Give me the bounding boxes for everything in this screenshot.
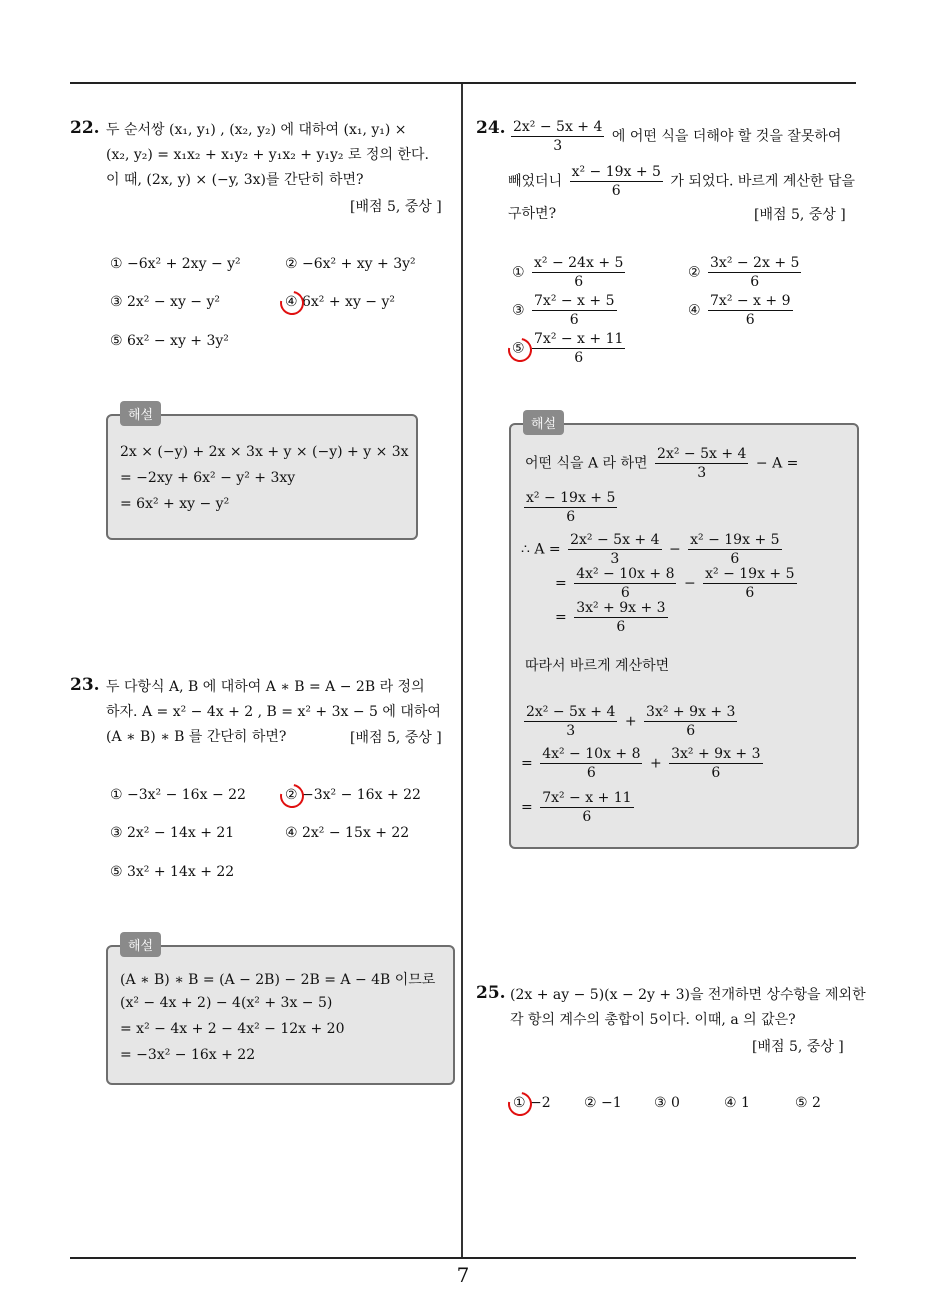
question-text-line: 각 항의 계수의 총합이 5이다. 이때, a 의 값은? [510, 1012, 796, 1028]
solution-line: 따라서 바르게 계산하면 [525, 658, 670, 674]
solution-box [106, 414, 418, 540]
solution-line [521, 531, 785, 568]
fraction: $\frac{\text{7x² − x + 11}}{6}$ [534, 331, 624, 366]
bottom-rule [70, 1257, 856, 1259]
solution-label: 해설 [120, 401, 161, 426]
fraction: $\frac{\text{x² − 24x + 5}}{6}$ [534, 255, 624, 290]
answer-option-3[interactable]: ③ 2x² − xy − y² [110, 294, 221, 310]
option-marker: ④ [688, 302, 701, 319]
answer-option-3[interactable]: ③ 0 [654, 1095, 680, 1111]
answer-option-5[interactable]: ⑤ 3x² + 14x + 22 [110, 864, 235, 880]
fraction: $\frac{\text{x² − 19x + 5}}{6}$ [690, 532, 780, 567]
operator: = [555, 575, 567, 592]
operator: + [649, 755, 662, 772]
answer-option-2[interactable]: ② −6x² + xy + 3y² [285, 256, 416, 272]
question-text-line [508, 118, 841, 155]
question-text: 가 되었다. 바르게 계산한 답을 [670, 173, 855, 190]
fraction: $\frac{\text{3x² + 9x + 3}}{6}$ [671, 746, 761, 781]
operator: + [624, 713, 637, 730]
question-text-line [508, 163, 855, 200]
question-text: 빼었더니 [508, 173, 563, 190]
solution-text: − A = [755, 455, 799, 472]
fraction: $\frac{\text{2x² − 5x + 4}}{3}$ [513, 119, 603, 154]
answer-option-2[interactable]: ② −1 [584, 1095, 622, 1111]
operator: = [521, 799, 533, 816]
fraction: $\frac{\text{x² − 19x + 5}}{6}$ [705, 566, 795, 601]
answer-option-5[interactable]: ⑤ 6x² − xy + 3y² [110, 333, 229, 349]
top-rule [70, 82, 856, 84]
question-text-line: 하자. A = x² − 4x + 2 , B = x² + 3x − 5 에 대하여 [106, 704, 441, 720]
solution-line: = −3x² − 16x + 22 [120, 1047, 256, 1063]
fraction: $\frac{\text{x² − 19x + 5}}{6}$ [526, 490, 616, 525]
answer-option-1[interactable] [512, 254, 628, 291]
option-marker: ③ [512, 302, 525, 319]
solution-line: = −2xy + 6x² − y² + 3xy [120, 470, 296, 486]
question-text-line: 두 다항식 A, B 에 대하여 A ∗ B = A − 2B 라 정의 [106, 679, 425, 695]
answer-option-4[interactable]: ④ 6x² + xy − y² [285, 294, 396, 310]
question-text-line: 두 순서쌍 (x₁, y₁) , (x₂, y₂) 에 대하여 (x₁, y₁) × [106, 122, 407, 138]
solution-label: 해설 [120, 932, 161, 957]
solution-line [555, 599, 671, 636]
question-number: 24. [476, 118, 506, 138]
points-label: [배점 5, 중상 ] [752, 1039, 844, 1055]
solution-text: ∴ A = [521, 541, 561, 558]
solution-line [555, 565, 800, 602]
question-text-line: (x₂, y₂) = x₁x₂ + x₁y₂ + y₁x₂ + y₁y₂ 로 정의 한다. [106, 147, 429, 163]
question-text-line: 구하면? [508, 206, 557, 222]
answer-option-4[interactable]: ④ 1 [724, 1095, 750, 1111]
fraction: $\frac{\text{2x² − 5x + 4}}{3}$ [526, 704, 616, 739]
question-text-line: (2x + ay − 5)(x − 2y + 3)을 전개하면 상수항을 제외한 [510, 987, 866, 1003]
option-marker: ① [512, 264, 525, 281]
points-label: [배점 5, 중상 ] [754, 207, 846, 223]
fraction: $\frac{\text{4x² − 10x + 8}}{6}$ [576, 566, 675, 601]
solution-line: 2x × (−y) + 2x × 3x + y × (−y) + y × 3x [120, 444, 409, 460]
answer-option-4[interactable] [688, 292, 796, 329]
fraction: $\frac{\text{7x² − x + 9}}{6}$ [710, 293, 791, 328]
solution-box [106, 945, 455, 1085]
solution-line: (x² − 4x + 2) − 4(x² + 3x − 5) [120, 995, 333, 1011]
question-text-line: 이 때, (2x, y) × (−y, 3x)를 간단히 하면? [106, 172, 364, 188]
points-label: [배점 5, 중상 ] [350, 199, 442, 215]
answer-circle-mark [275, 779, 308, 812]
answer-option-1[interactable]: ① −6x² + 2xy − y² [110, 256, 241, 272]
answer-option-4[interactable]: ④ 2x² − 15x + 22 [285, 825, 410, 841]
question-number: 22. [70, 118, 100, 138]
solution-line [521, 489, 620, 526]
column-divider [461, 84, 463, 1258]
option-marker: ⑤ [512, 340, 525, 357]
solution-line [521, 789, 637, 826]
question-number: 25. [476, 983, 506, 1003]
answer-option-2[interactable]: ② −3x² − 16x + 22 [285, 787, 421, 803]
fraction: $\frac{\text{x² − 19x + 5}}{6}$ [571, 164, 661, 199]
page-number: 7 [456, 1263, 470, 1287]
points-label: [배점 5, 중상 ] [350, 730, 442, 746]
fraction: $\frac{\text{7x² − x + 5}}{6}$ [534, 293, 615, 328]
fraction: $\frac{\text{2x² − 5x + 4}}{3}$ [570, 532, 660, 567]
solution-box [509, 423, 859, 849]
question-number: 23. [70, 675, 100, 695]
fraction: $\frac{\text{3x² + 9x + 3}}{6}$ [576, 600, 666, 635]
fraction: $\frac{\text{7x² − x + 11}}{6}$ [542, 790, 632, 825]
answer-option-1[interactable]: ① −2 [513, 1095, 551, 1111]
solution-line: (A ∗ B) ∗ B = (A − 2B) − 2B = A − 4B 이므로 [120, 972, 436, 988]
solution-line [521, 703, 740, 740]
solution-line: = x² − 4x + 2 − 4x² − 12x + 20 [120, 1021, 345, 1037]
fraction: $\frac{\text{3x² − 2x + 5}}{6}$ [710, 255, 800, 290]
answer-circle-mark [503, 1087, 536, 1120]
question-text: 에 어떤 식을 더해야 할 것을 잘못하여 [611, 128, 842, 145]
fraction: $\frac{\text{3x² + 9x + 3}}{6}$ [646, 704, 736, 739]
answer-option-1[interactable]: ① −3x² − 16x − 22 [110, 787, 246, 803]
answer-option-5[interactable]: ⑤ 2 [795, 1095, 821, 1111]
operator: − [668, 541, 681, 558]
answer-option-2[interactable] [688, 254, 804, 291]
option-marker: ② [688, 264, 701, 281]
question-text-line: (A ∗ B) ∗ B 를 간단히 하면? [106, 729, 287, 745]
solution-line [521, 745, 766, 782]
operator: = [555, 609, 567, 626]
solution-label: 해설 [523, 410, 564, 435]
answer-circle-mark [275, 286, 308, 319]
operator: − [683, 575, 696, 592]
solution-line [525, 445, 798, 482]
answer-option-3[interactable]: ③ 2x² − 14x + 21 [110, 825, 235, 841]
operator: = [521, 755, 533, 772]
fraction: $\frac{\text{4x² − 10x + 8}}{6}$ [542, 746, 641, 781]
answer-option-3[interactable] [512, 292, 620, 329]
solution-line: = 6x² + xy − y² [120, 496, 230, 512]
fraction: $\frac{\text{2x² − 5x + 4}}{3}$ [657, 446, 747, 481]
solution-text: 어떤 식을 A 라 하면 [525, 455, 648, 472]
